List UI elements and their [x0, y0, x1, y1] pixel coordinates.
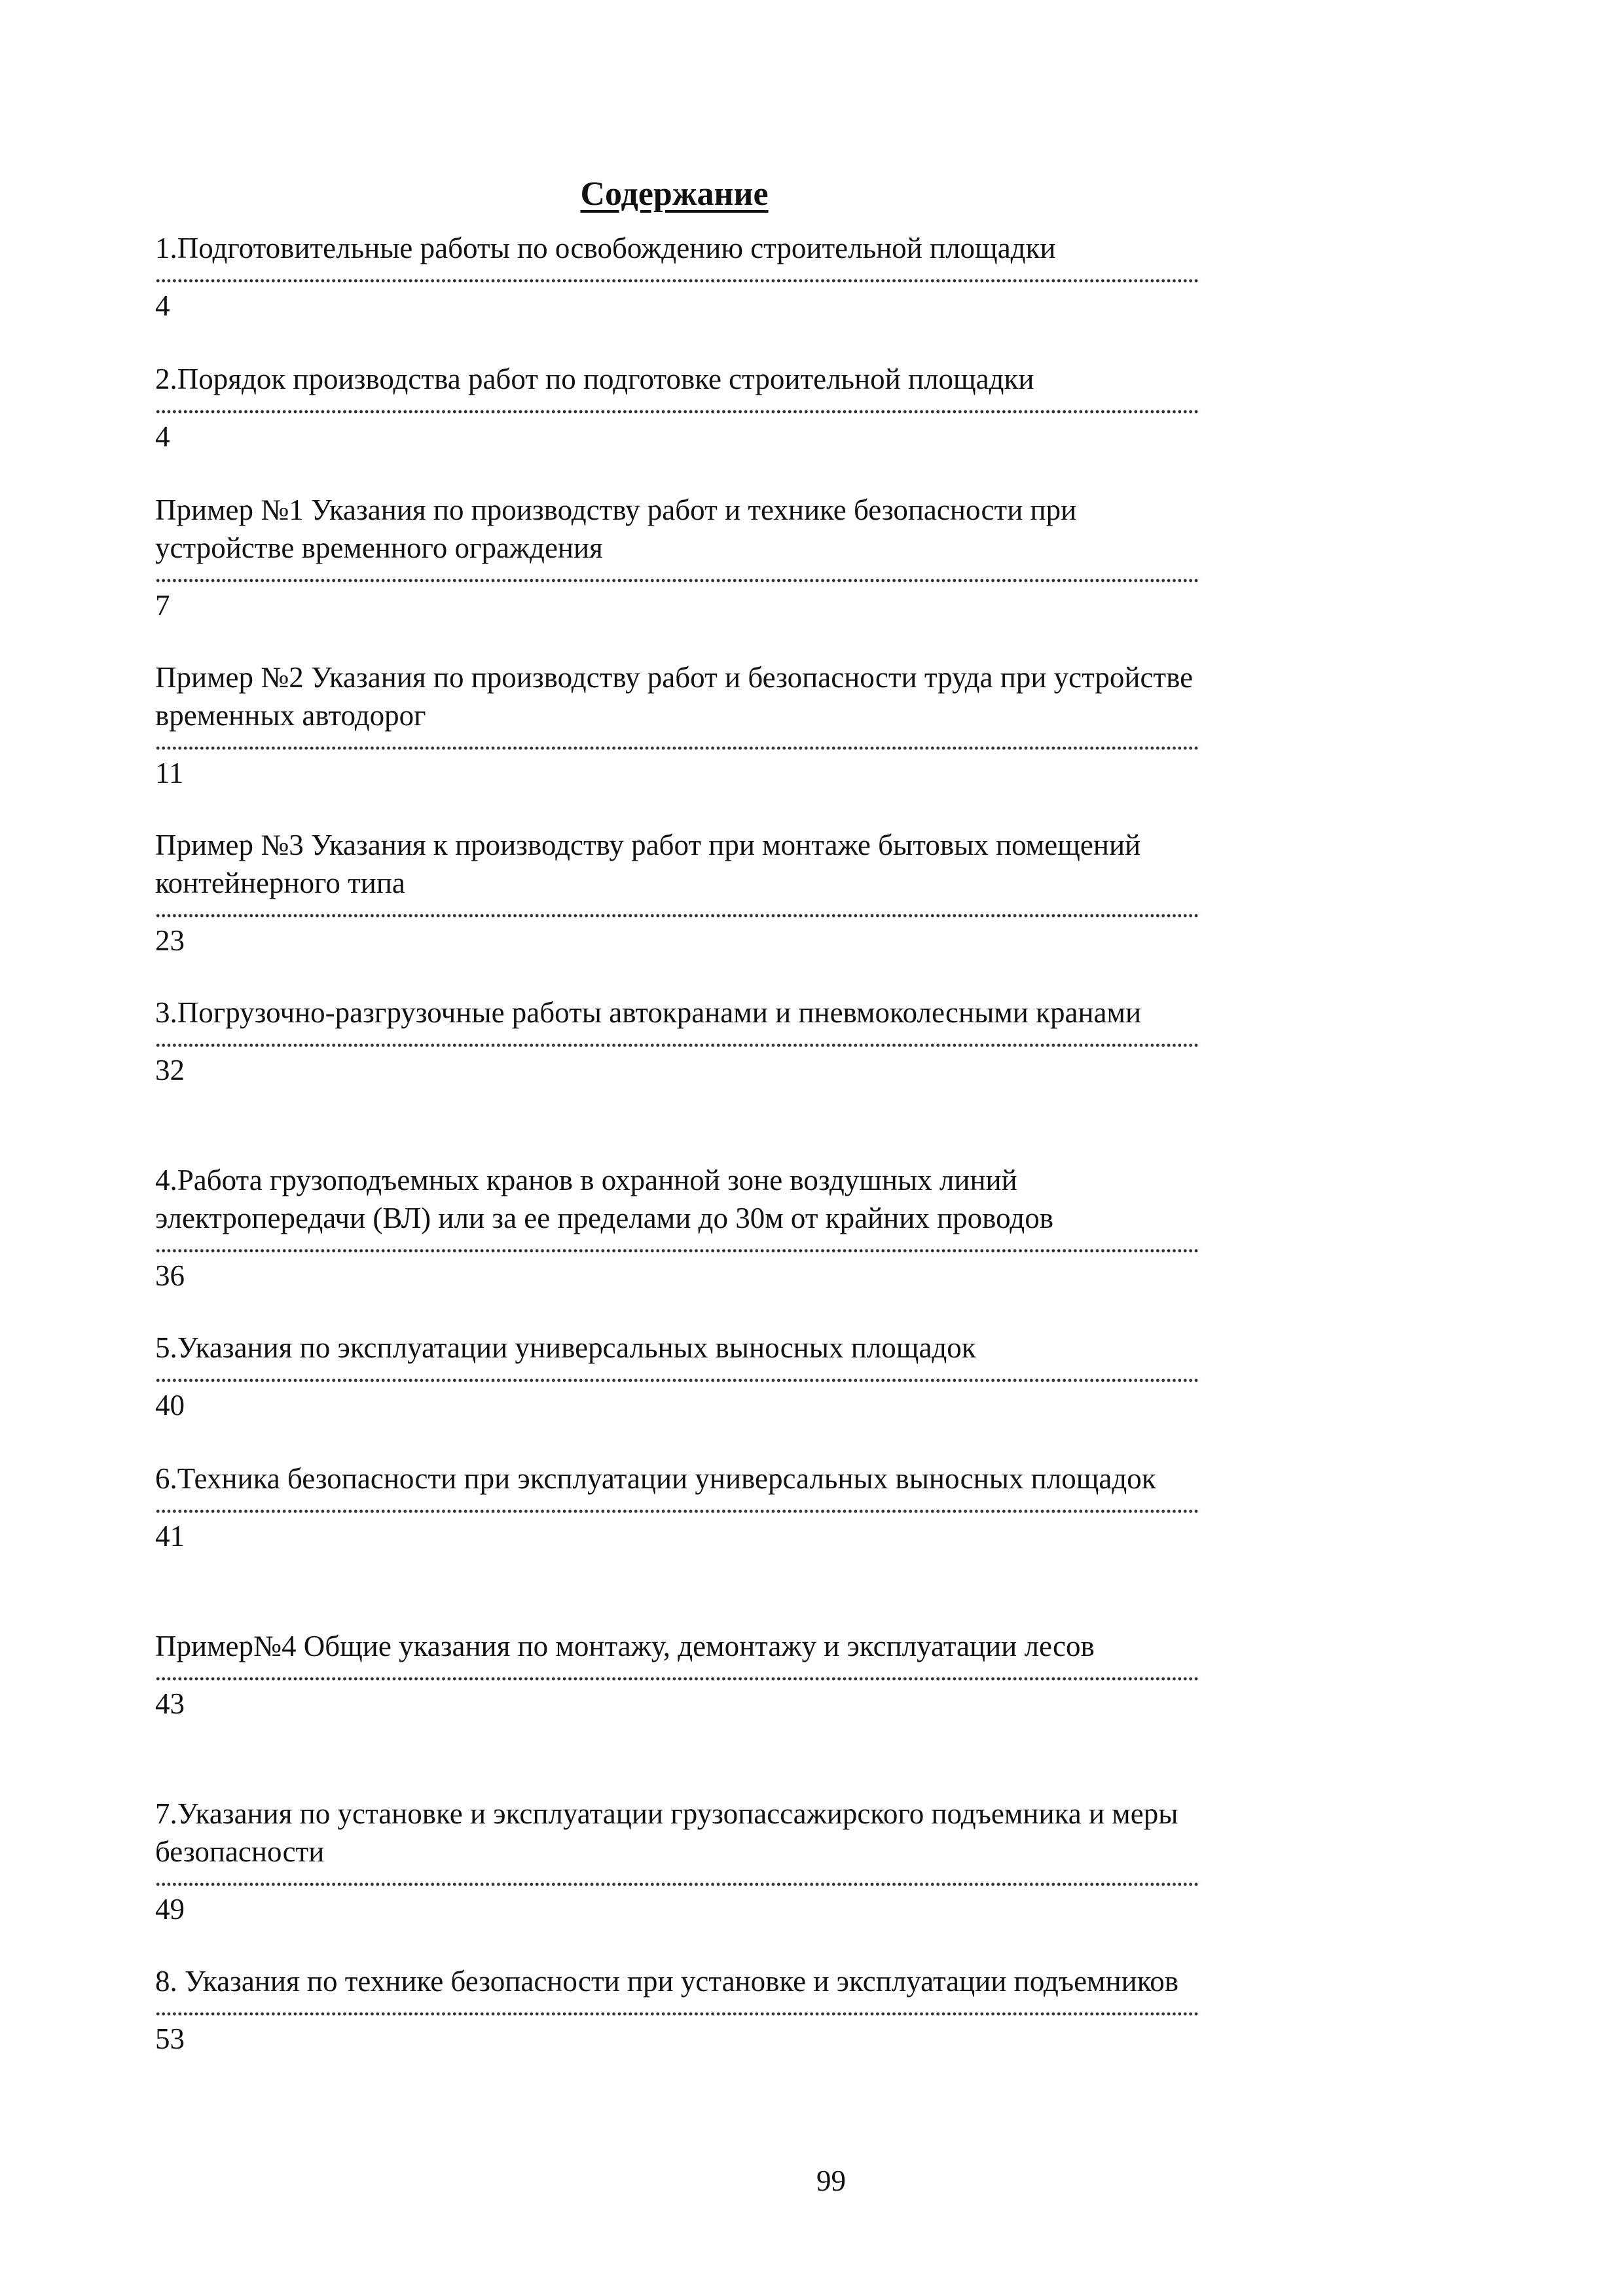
toc-dot-leader: [155, 276, 1200, 285]
toc-entry-page: 41: [155, 1520, 185, 1552]
toc-dot-leader: [155, 1246, 1200, 1255]
toc-dot-leader: [155, 744, 1200, 753]
toc-entry-text: 5.Указания по эксплуатации универсальных выносных площадок: [155, 1331, 976, 1364]
toc-entry[interactable]: [155, 826, 1203, 994]
toc-entry-page: 4: [155, 420, 170, 453]
toc-entry-page: 36: [155, 1259, 185, 1292]
toc-entry-page: 4: [155, 289, 170, 322]
toc-entry-page: 11: [155, 757, 184, 789]
toc-entry[interactable]: [155, 1460, 1203, 1627]
toc-entry-text: 7.Указания по установке и эксплуатации грузопассажирского подъемника и меры безопасности: [155, 1797, 1186, 1868]
toc-dot-leader: [155, 1507, 1200, 1516]
toc-entry-page: 53: [155, 2022, 185, 2055]
toc-entry[interactable]: [155, 491, 1203, 658]
toc-dot-leader: [155, 2009, 1200, 2018]
toc-entry[interactable]: [155, 1329, 1203, 1460]
toc-entry[interactable]: [155, 994, 1203, 1161]
toc-entry-text: 1.Подготовительные работы по освобождению строительной площадки: [155, 232, 1056, 264]
toc-dot-leader: [155, 1674, 1200, 1683]
toc-entry-page: 43: [155, 1687, 185, 1720]
toc-entry-page: 23: [155, 924, 185, 957]
toc-entry-page: 7: [155, 589, 170, 622]
toc-entry-page: 40: [155, 1389, 185, 1422]
toc-dot-leader: [155, 1880, 1200, 1889]
toc-entry[interactable]: [155, 1795, 1203, 1962]
toc-entry-text: Пример№4 Общие указания по монтажу, демонтажу и эксплуатации лесов: [155, 1630, 1095, 1662]
toc-entry-text: 2.Порядок производства работ по подготовке строительной площадки: [155, 363, 1034, 395]
toc-entry[interactable]: [155, 360, 1203, 491]
toc-dot-leader: [155, 576, 1200, 585]
toc-title: Содержание: [580, 175, 769, 213]
toc-entry-text: 8. Указания по технике безопасности при установке и эксплуатации подъемников: [155, 1965, 1179, 1998]
page-number: 99: [816, 2164, 846, 2197]
toc-dot-leader: [155, 407, 1200, 416]
toc-entry-text: Пример №2 Указания по производству работ и безопасности труда при устройстве временных автодорог: [155, 661, 1201, 732]
toc-entry-text: 3.Погрузочно-разгрузочные работы автокранами и пневмоколесными кранами: [155, 996, 1142, 1029]
toc-dot-leader: [155, 1376, 1200, 1385]
toc-entry-text: 4.Работа грузоподъемных кранов в охранной зоне воздушных линий электропередачи (ВЛ) или за ее пределами до 30м от крайних проводов: [155, 1164, 1053, 1234]
toc-entry[interactable]: [155, 1962, 1203, 2130]
toc-entry[interactable]: [155, 1161, 1203, 1329]
table-of-contents: [155, 229, 1203, 2130]
toc-entry-text: 6.Техника безопасности при эксплуатации универсальных выносных площадок: [155, 1462, 1156, 1495]
toc-dot-leader: [155, 911, 1200, 920]
toc-entry[interactable]: [155, 1627, 1203, 1795]
toc-entry-text: Пример №1 Указания по производству работ и технике безопасности при устройстве временного ограждения: [155, 493, 1084, 564]
toc-entry-page: 32: [155, 1054, 185, 1086]
toc-entry-text: Пример №3 Указания к производству работ при монтаже бытовых помещений контейнерного типа: [155, 829, 1148, 899]
toc-dot-leader: [155, 1041, 1200, 1050]
toc-entry-page: 49: [155, 1893, 185, 1926]
toc-entry[interactable]: [155, 229, 1203, 360]
toc-entry[interactable]: [155, 658, 1203, 826]
